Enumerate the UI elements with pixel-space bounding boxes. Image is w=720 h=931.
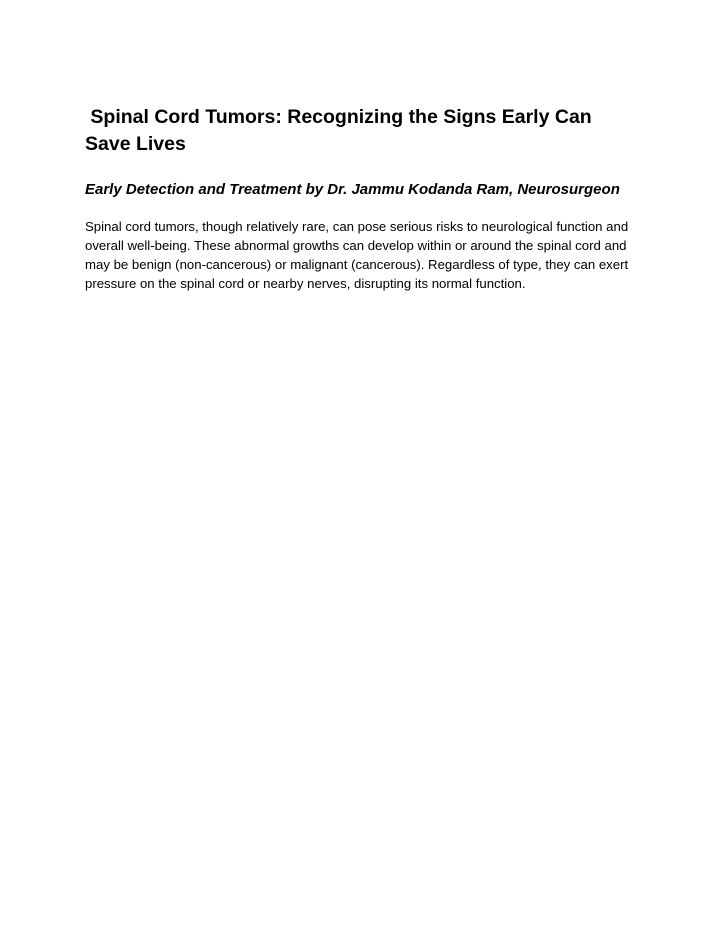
document-subtitle: Early Detection and Treatment by Dr. Jammu Kodanda Ram, Neurosurgeon bbox=[85, 181, 620, 198]
document-content bbox=[85, 104, 640, 293]
body-paragraph: Spinal cord tumors, though relatively rare, can pose serious risks to neurological function and overall well-being. These abnormal growths can develop within or around the spinal cord and may be benign (non-cancerous) or malignant (cancerous). Regardless of type, they can exert pressure on the spinal cord or nearby nerves, disrupting its normal function. bbox=[85, 219, 629, 291]
document-title: Spinal Cord Tumors: Recognizing the Signs Early Can Save Lives bbox=[85, 106, 598, 155]
